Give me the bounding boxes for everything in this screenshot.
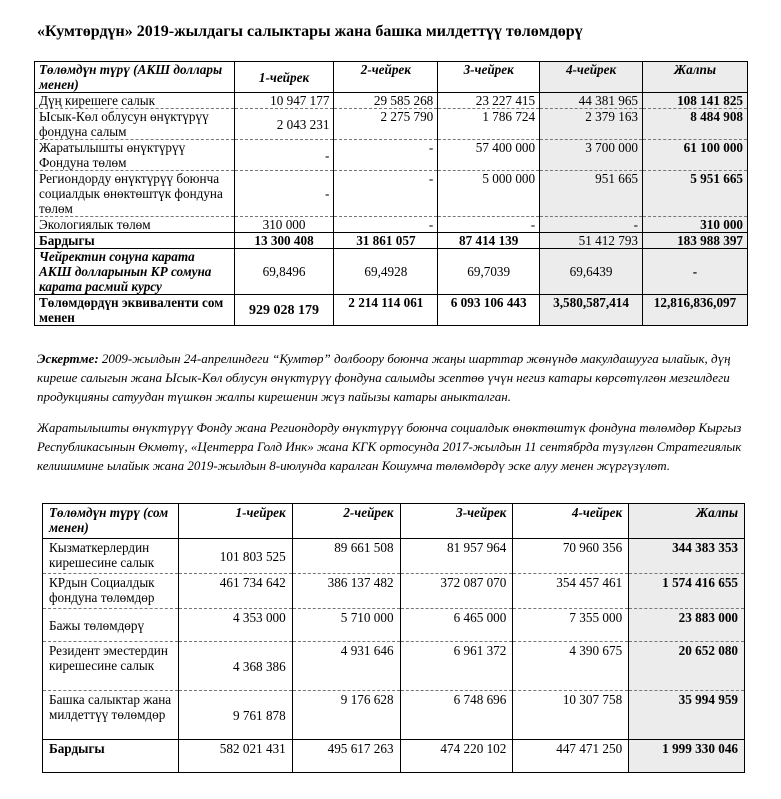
header-cell: 3-чейрек bbox=[400, 504, 513, 539]
note-label: Эскертме: bbox=[37, 351, 99, 366]
table-row bbox=[35, 93, 748, 109]
cell: 386 137 482 bbox=[292, 574, 400, 609]
header-cell: Төлөмдүн түрү (АКШ доллары менен) bbox=[35, 62, 235, 93]
cell: 3,580,587,414 bbox=[540, 295, 643, 326]
table-row bbox=[35, 171, 748, 217]
cell-total: 183 988 397 bbox=[643, 233, 748, 249]
header-cell: 1-чейрек bbox=[178, 504, 292, 539]
cell-total: - bbox=[643, 249, 748, 295]
cell: 81 957 964 bbox=[400, 539, 513, 574]
exchange-rate-row bbox=[35, 249, 748, 295]
cell: 70 960 356 bbox=[513, 539, 629, 574]
row-label: Дүң кирешеге салык bbox=[35, 93, 235, 109]
header-cell: Жалпы bbox=[629, 504, 745, 539]
cell: 2 043 231 bbox=[234, 109, 334, 140]
cell-total: 1 574 416 655 bbox=[629, 574, 745, 609]
header-cell: 3-чейрек bbox=[438, 62, 540, 93]
header-cell: 2-чейрек bbox=[292, 504, 400, 539]
cell: 1 786 724 bbox=[438, 109, 540, 140]
cell: 4 931 646 bbox=[292, 642, 400, 691]
page-title: «Кумтөрдүн» 2019-жылдагы салыктары жана башка милдеттүү төлөмдөрү bbox=[37, 23, 583, 40]
cell: 4 390 675 bbox=[513, 642, 629, 691]
cell-total: 61 100 000 bbox=[643, 140, 748, 171]
row-label: Экологиялык төлөм bbox=[35, 217, 235, 233]
table-header-row bbox=[35, 62, 748, 93]
row-label: Бажы төлөмдөрү bbox=[43, 609, 179, 642]
note-text: 2009-жылдын 24-апрелиндеги “Кумтөр” долбоору боюнча жаңы шарттар жөнүндө макулдашууга ылайык, дүң киреше салыгын жана Ысык-Көл облусун өнүктүрүү фондуна салымды эсептөө үчүн негиз катары көрсөтүлгөн мезгилдеги продукцияны сатуудан түшкөн жалпы кирешенин жүз пайызы катары аныкталган. bbox=[37, 351, 731, 404]
cell: 6 748 696 bbox=[400, 691, 513, 740]
cell: - bbox=[334, 217, 438, 233]
table-row bbox=[43, 539, 745, 574]
cell: 89 661 508 bbox=[292, 539, 400, 574]
table-row bbox=[35, 217, 748, 233]
cell: 69,7039 bbox=[438, 249, 540, 295]
cell: 310 000 bbox=[234, 217, 334, 233]
taxes-usd-table bbox=[34, 61, 748, 326]
cell: - bbox=[234, 171, 334, 217]
cell: 582 021 431 bbox=[178, 740, 292, 773]
cell: 69,4928 bbox=[334, 249, 438, 295]
taxes-som-table bbox=[42, 503, 745, 773]
cell-total: 8 484 908 bbox=[643, 109, 748, 140]
table-header-row bbox=[43, 504, 745, 539]
total-row bbox=[35, 233, 748, 249]
row-label: Кызматкерлердин кирешесине салык bbox=[43, 539, 179, 574]
cell: 10 307 758 bbox=[513, 691, 629, 740]
cell: 3 700 000 bbox=[540, 140, 643, 171]
header-cell: 2-чейрек bbox=[334, 62, 438, 93]
row-label: Башка салыктар жана милдеттүү төлөмдөр bbox=[43, 691, 179, 740]
cell: 354 457 461 bbox=[513, 574, 629, 609]
cell: 69,6439 bbox=[540, 249, 643, 295]
table-row bbox=[35, 140, 748, 171]
cell: 461 734 642 bbox=[178, 574, 292, 609]
cell: - bbox=[438, 217, 540, 233]
cell: 447 471 250 bbox=[513, 740, 629, 773]
cell-total: 344 383 353 bbox=[629, 539, 745, 574]
cell: - bbox=[334, 171, 438, 217]
table-row bbox=[43, 574, 745, 609]
cell: 57 400 000 bbox=[438, 140, 540, 171]
header-cell: 4-чейрек bbox=[513, 504, 629, 539]
total-row bbox=[43, 740, 745, 773]
cell: 23 227 415 bbox=[438, 93, 540, 109]
table-row bbox=[43, 609, 745, 642]
cell: 29 585 268 bbox=[334, 93, 438, 109]
cell: 31 861 057 bbox=[334, 233, 438, 249]
cell: 2 275 790 bbox=[334, 109, 438, 140]
row-label: КРдын Социалдык фондуна төлөмдөр bbox=[43, 574, 179, 609]
row-label: Төлөмдөрдүн эквиваленти сом менен bbox=[35, 295, 235, 326]
cell: 951 665 bbox=[540, 171, 643, 217]
cell: 2 214 114 061 bbox=[334, 295, 438, 326]
row-label: Ысык-Көл облусун өнүктүрүү фондуна салым bbox=[35, 109, 235, 140]
cell: 372 087 070 bbox=[400, 574, 513, 609]
row-label: Жаратылышты өнүктүрүү Фондуна төлөм bbox=[35, 140, 235, 171]
cell: 101 803 525 bbox=[178, 539, 292, 574]
cell: 69,8496 bbox=[234, 249, 334, 295]
cell: 87 414 139 bbox=[438, 233, 540, 249]
cell: 9 176 628 bbox=[292, 691, 400, 740]
cell: 6 465 000 bbox=[400, 609, 513, 642]
header-cell: 4-чейрек bbox=[540, 62, 643, 93]
table-row bbox=[43, 691, 745, 740]
row-label: Бардыгы bbox=[35, 233, 235, 249]
cell: 5 710 000 bbox=[292, 609, 400, 642]
cell: 6 093 106 443 bbox=[438, 295, 540, 326]
row-label: Региондорду өнүктүрүү боюнча социалдык өнөктөштүк фондуна төлөм bbox=[35, 171, 235, 217]
row-label: Чейректин соңуна карата АКШ долларынын КР сомуна карата расмий курсу bbox=[35, 249, 235, 295]
table-row bbox=[35, 109, 748, 140]
cell: 13 300 408 bbox=[234, 233, 334, 249]
cell: 495 617 263 bbox=[292, 740, 400, 773]
row-label: Бардыгы bbox=[43, 740, 179, 773]
cell: 51 412 793 bbox=[540, 233, 643, 249]
header-cell: Төлөмдүн түрү (сом менен) bbox=[43, 504, 179, 539]
cell: 929 028 179 bbox=[234, 295, 334, 326]
cell-total: 5 951 665 bbox=[643, 171, 748, 217]
header-cell: Жалпы bbox=[643, 62, 748, 93]
cell-total: 20 652 080 bbox=[629, 642, 745, 691]
equivalent-row bbox=[35, 295, 748, 326]
cell-total: 12,816,836,097 bbox=[643, 295, 748, 326]
cell: - bbox=[334, 140, 438, 171]
cell-total: 1 999 330 046 bbox=[629, 740, 745, 773]
cell: 2 379 163 bbox=[540, 109, 643, 140]
cell: 474 220 102 bbox=[400, 740, 513, 773]
cell: 7 355 000 bbox=[513, 609, 629, 642]
cell: 44 381 965 bbox=[540, 93, 643, 109]
cell: - bbox=[234, 140, 334, 171]
cell: 9 761 878 bbox=[178, 691, 292, 740]
note-paragraph-2: Жаратылышты өнүктүрүү Фонду жана Региондорду өнүктүрүү боюнча социалдык өнөктөштүк фондуна төлөмдөр Кыргыз Республикасынын Өкмөтү, «Центерра Голд Инк» жана КГК ортосунда 2017-жылдын 11 сентябрда түзүлгөн Стратегиялык келишимине ылайык жана 2019-жылдын 8-июлунда каралган Кошумча төлөмдөрдү эске алуу менен жүргүзүлөт. bbox=[37, 420, 742, 473]
cell-total: 310 000 bbox=[643, 217, 748, 233]
table-row bbox=[43, 642, 745, 691]
note-paragraph bbox=[37, 349, 752, 406]
cell: - bbox=[540, 217, 643, 233]
cell: 5 000 000 bbox=[438, 171, 540, 217]
cell-total: 108 141 825 bbox=[643, 93, 748, 109]
cell: 4 368 386 bbox=[178, 642, 292, 691]
header-cell: 1-чейрек bbox=[234, 62, 334, 93]
cell-total: 23 883 000 bbox=[629, 609, 745, 642]
cell: 4 353 000 bbox=[178, 609, 292, 642]
cell-total: 35 994 959 bbox=[629, 691, 745, 740]
cell: 10 947 177 bbox=[234, 93, 334, 109]
row-label: Резидент эместердин кирешесине салык bbox=[43, 642, 179, 691]
cell: 6 961 372 bbox=[400, 642, 513, 691]
